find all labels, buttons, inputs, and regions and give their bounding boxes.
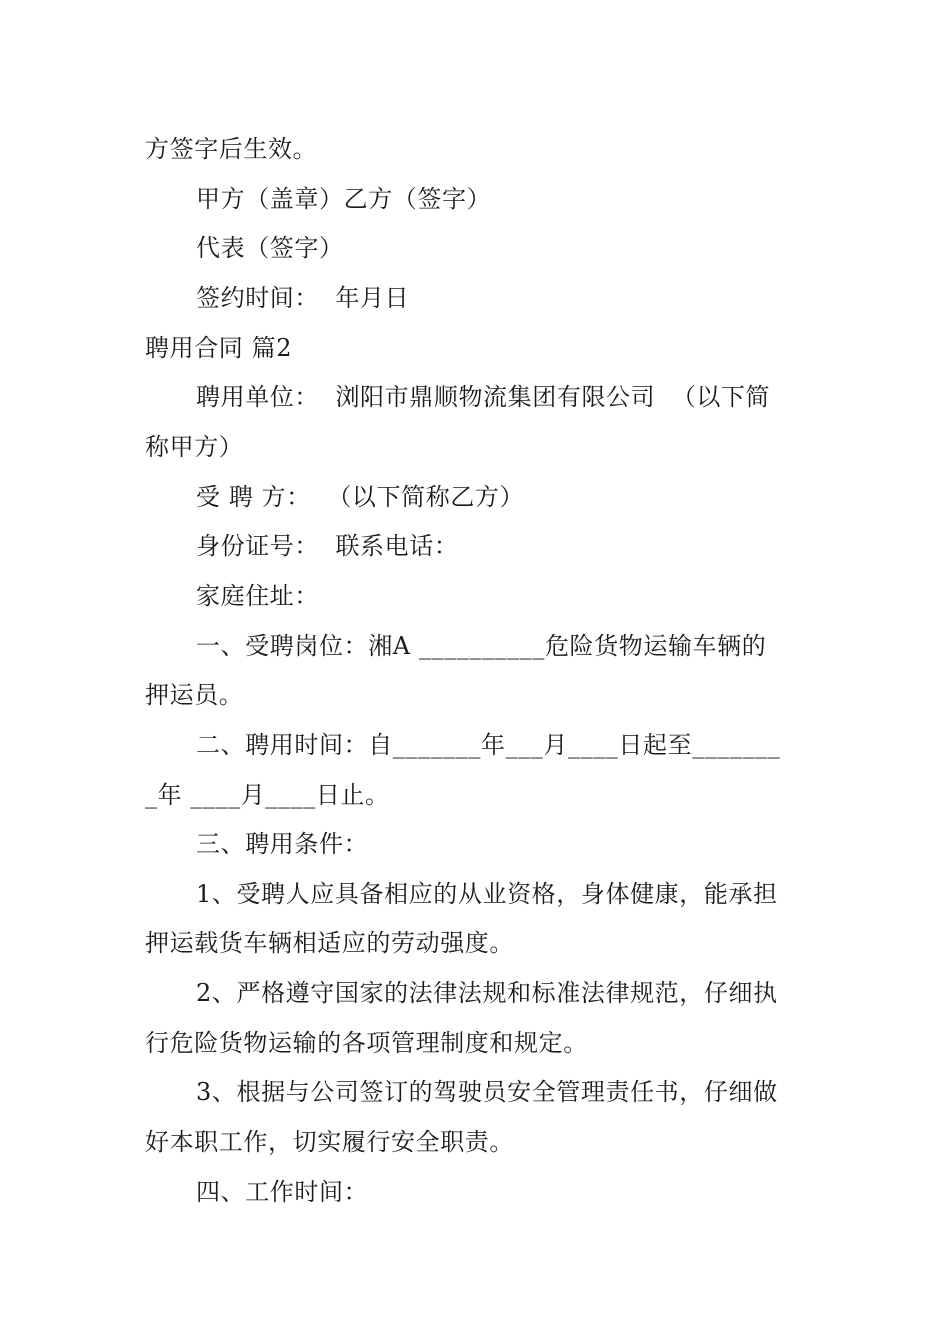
text-line: 行危险货物运输的各项管理制度和规定。 — [145, 1029, 588, 1057]
text-line: 三、聘用条件： — [196, 830, 369, 858]
text-line: 2、严格遵守国家的法律法规和标准法律规范，仔细执 — [196, 979, 778, 1007]
text-line: 好本职工作，切实履行安全职责。 — [145, 1128, 514, 1156]
text-line: 聘用单位： 浏阳市鼎顺物流集团有限公司 （以下简 — [196, 383, 771, 411]
text-line: 1、受聘人应具备相应的从业资格，身体健康，能承担 — [196, 880, 778, 908]
text-line: 甲方（盖章）乙方（签字） — [196, 185, 492, 213]
text-line: 称甲方） — [145, 433, 244, 461]
text-line: 3、根据与公司签订的驾驶员安全管理责任书，仔细做 — [196, 1078, 778, 1106]
text-line: 家庭住址： — [196, 582, 319, 610]
text-line: 受 聘 方： （以下简称乙方） — [196, 483, 525, 511]
text-line: 四、工作时间： — [196, 1178, 369, 1206]
text-line: 代表（签字） — [196, 234, 344, 262]
text-line: 一、受聘岗位：湘A __________危险货物运输车辆的 — [196, 632, 767, 660]
text-line: 二、聘用时间：自_______年___月____日起至_______ — [196, 731, 781, 759]
text-line: 押运载货车辆相适应的劳动强度。 — [145, 929, 514, 957]
text-line: 押运员。 — [145, 681, 244, 709]
text-line: 签约时间： 年月日 — [196, 284, 410, 312]
text-line: 方签字后生效。 — [145, 135, 318, 163]
text-line: _年 ____月____日止。 — [145, 781, 390, 809]
section-heading: 聘用合同 篇2 — [145, 334, 293, 362]
text-line: 身份证号： 联系电话： — [196, 532, 459, 560]
